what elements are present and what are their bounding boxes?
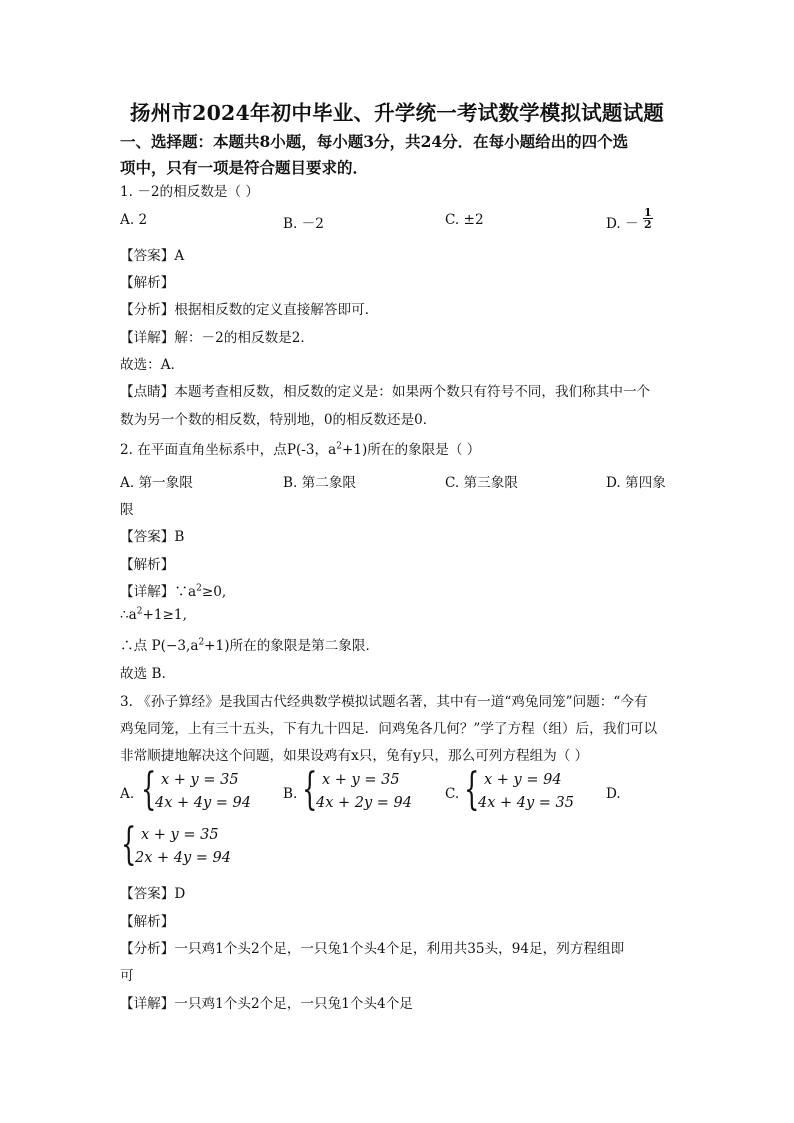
q3-analysis-label: 【解析】 bbox=[120, 914, 175, 930]
q1-analysis-label: 【解析】 bbox=[120, 275, 175, 291]
q3-option-c-system: { x + y = 94 4x + 4y = 35 bbox=[464, 764, 575, 815]
q3-stem-line1: 3. 《孙子算经》是我国古代经典数学模拟试题名著，其中有一道“鸡兔同笼”问题：“今有 bbox=[120, 694, 648, 710]
q2-option-c: C. 第三象限 bbox=[445, 475, 518, 491]
q2-detail-line1: 【详解】$\because a^2\ge 0$, bbox=[120, 583, 227, 600]
q2-option-d: D. 第四象 bbox=[606, 475, 666, 491]
brace-icon: { bbox=[121, 819, 137, 870]
q1-dianjing-line2: 数为另一个数的相反数，特别地，0的相反数还是0． bbox=[120, 412, 437, 428]
q2-answer: 【答案】B bbox=[120, 529, 185, 545]
brace-icon: { bbox=[302, 764, 318, 815]
q1-fenxi: 【分析】根据相反数的定义直接解答即可. bbox=[120, 302, 370, 318]
q3-option-d-system: { x + y = 35 2x + 4y = 94 bbox=[121, 819, 232, 870]
q1-option-d: D. － $\frac{1}{2}$ bbox=[606, 206, 652, 232]
q1-option-d-fraction: $\frac{1}{2}$ bbox=[643, 206, 652, 231]
section-heading-line2: 项中，只有一项是符合题目要求的． bbox=[120, 158, 369, 177]
q2-detail-line3: ∴点 $P(-3,a^2+1)$所在的象限是第二象限． bbox=[120, 637, 380, 654]
q1-option-a: A. 2 bbox=[120, 212, 148, 228]
q3-fenxi-line2: 可 bbox=[120, 968, 134, 984]
q3-detail: 【详解】一只鸡1个头2个足，一只兔1个头4个足 bbox=[120, 996, 413, 1012]
q3-option-c-label: C. bbox=[445, 786, 460, 802]
q3-stem-line2: 鸡兔同笼，上有三十五头，下有九十四足．问鸡兔各几何？”学了方程（组）后，我们可以 bbox=[120, 721, 658, 737]
q1-dianjing-line1: 【点睛】本题考查相反数，相反数的定义是：如果两个数只有符号不同，我们称其中一个 bbox=[120, 384, 651, 400]
q3-option-d-label: D. bbox=[606, 786, 621, 802]
q2-option-d-wrap: 限 bbox=[120, 502, 134, 518]
q2-detail-line2: $\therefore a^2+1\ge 1$, bbox=[120, 606, 187, 623]
q1-stem: 1. －2的相反数是（ ） bbox=[120, 184, 260, 200]
q2-option-a: A. 第一象限 bbox=[120, 475, 193, 491]
brace-icon: { bbox=[141, 764, 157, 815]
q1-detail: 【详解】解：－2的相反数是2． bbox=[120, 330, 315, 346]
q3-option-b-label: B. bbox=[283, 786, 298, 802]
q2-analysis-label: 【解析】 bbox=[120, 557, 175, 573]
q3-stem-line3: 非常顺捷地解决这个问题，如果设鸡有x只，兔有y只，那么可列方程组为（ ） bbox=[120, 748, 589, 764]
q3-answer: 【答案】D bbox=[120, 886, 186, 902]
q3-option-a-system: { x + y = 35 4x + 4y = 94 bbox=[141, 764, 252, 815]
q3-option-b-system: { x + y = 35 4x + 2y = 94 bbox=[302, 764, 413, 815]
section-heading-line1: 一、选择题：本题共8小题，每小题3分，共24分．在每小题给出的四个选 bbox=[120, 132, 629, 151]
q2-stem: 2. 在平面直角坐标系中，点P(-3，$a^2+1$)所在的象限是（ ） bbox=[120, 441, 481, 458]
q2-choose: 故选 B. bbox=[120, 666, 166, 682]
q1-answer: 【答案】A bbox=[120, 248, 185, 264]
q1-option-c: C. ±2 bbox=[445, 212, 484, 228]
page-title: 扬州市2024年初中毕业、升学统一考试数学模拟试题试题 bbox=[130, 101, 664, 125]
q2-option-b: B. 第二象限 bbox=[283, 475, 357, 491]
brace-icon: { bbox=[464, 764, 480, 815]
q1-choose: 故选：A． bbox=[120, 357, 185, 373]
q3-fenxi-line1: 【分析】一只鸡1个头2个足，一只兔1个头4个足，利用共35头，94足，列方程组即 bbox=[120, 941, 625, 957]
q3-option-a-label: A. bbox=[120, 786, 135, 802]
q1-option-b: B. －2 bbox=[283, 216, 324, 232]
